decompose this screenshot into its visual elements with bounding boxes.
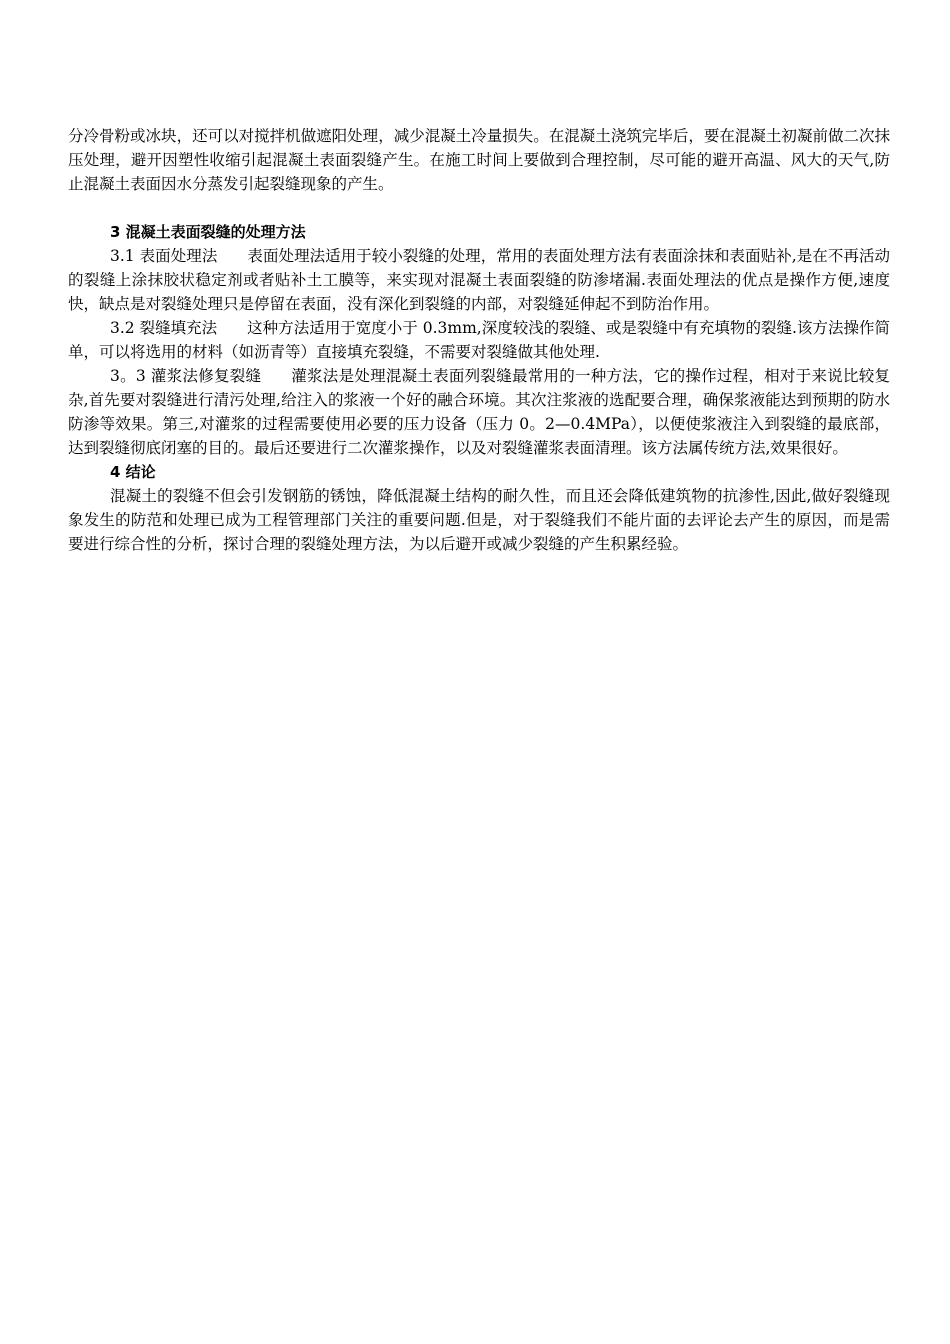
section-3-2-title: 3.2 裂缝填充法 [110, 319, 218, 337]
section-gap [68, 196, 890, 220]
intro-paragraph: 分冷骨粉或冰块，还可以对搅拌机做遮阳处理，减少混凝土冷量损失。在混凝土浇筑完毕后，要在混凝土初凝前做二次抹压处理，避开因塑性收缩引起混凝土表面裂缝产生。在施工时间上要做到合理控制，尽可能的避开高温、风大的天气,防止混凝土表面因水分蒸发引起裂缝现象的产生。 [68, 127, 890, 193]
document-page [68, 124, 890, 556]
section-3-2-text: 这种方法适用于宽度小于 0.3mm,深度较浅的裂缝、或是裂缝中有充填物的裂缝.该方法操作简单，可以将选用的材料（如沥青等）直接填充裂缝，不需要对裂缝做其他处理. [68, 319, 890, 361]
section-3-1-title: 3.1 表面处理法 [110, 247, 218, 265]
section-4-paragraph: 混凝土的裂缝不但会引发钢筋的锈蚀，降低混凝土结构的耐久性，而且还会降低建筑物的抗渗性,因此,做好裂缝现象发生的防范和处理已成为工程管理部门关注的重要问题.但是，对于裂缝我们不能片面的去评论去产生的原因，而是需要进行综合性的分析，探讨合理的裂缝处理方法，为以后避开或减少裂缝的产生积累经验。 [68, 487, 890, 553]
section-3-heading: 3 混凝土表面裂缝的处理方法 [110, 223, 306, 241]
section-4-heading: 4 结论 [110, 463, 156, 481]
section-3-1-text: 表面处理法适用于较小裂缝的处理，常用的表面处理方法有表面涂抹和表面贴补,是在不再活动的裂缝上涂抹胶状稳定剂或者贴补土工膜等，来实现对混凝土表面裂缝的防渗堵漏.表面处理法的优点是操作方便,速度快，缺点是对裂缝处理只是停留在表面，没有深化到裂缝的内部，对裂缝延伸起不到防治作用。 [68, 247, 891, 313]
section-3-3-paragraph [68, 364, 890, 460]
section-3-2-paragraph [68, 316, 890, 364]
section-3-1-paragraph [68, 244, 890, 316]
section-3-3-title: 3。3 灌浆法修复裂缝 [110, 367, 262, 385]
section-3-3-text: 灌浆法是处理混凝土表面列裂缝最常用的一种方法，它的操作过程，相对于来说比较复杂,首先要对裂缝进行清污处理,给注入的浆液一个好的融合环境。其次注浆液的选配要合理，确保浆液能达到预期的防水防渗等效果。第三,对灌浆的过程需要使用必要的压力设备（压力 0。2—0.4MPa），以便使浆液注入到裂缝的最底部，达到裂缝彻底闭塞的目的。最后还要进行二次灌浆操作，以及对裂缝灌浆表面清理。该方法属传统方法,效果很好。 [68, 367, 890, 457]
